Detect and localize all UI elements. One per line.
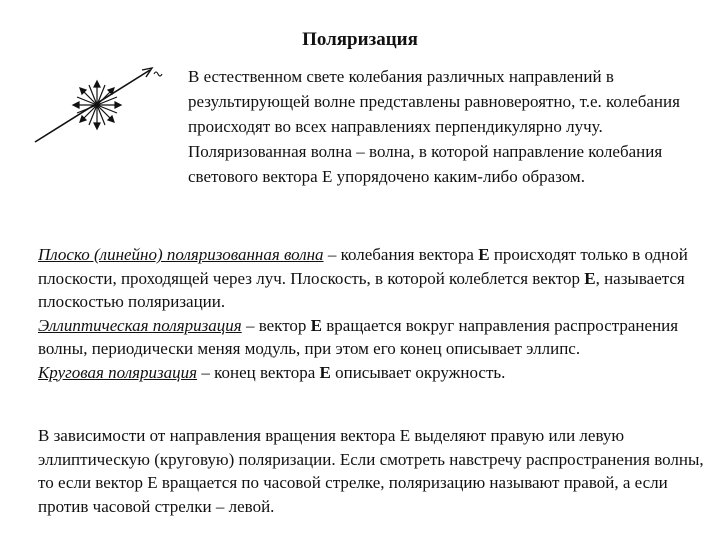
squiggle-mark [154, 72, 162, 76]
ray-line [35, 70, 150, 142]
intro-block [188, 64, 708, 189]
vector-e: Е [584, 268, 596, 288]
natural-light-text: В естественном свете колебания различных направлений в результирующей волне представлены равновероятно, т.е. колебания происходят во всех направлениях перпендикулярно лучу. [188, 67, 680, 136]
polarized-wave-text: Поляризованная волна – волна, в которой направление колебания светового вектора Е упорядочено каким-либо образом. [188, 142, 663, 186]
oscillation-star-icon [73, 81, 121, 129]
definitions-block [38, 243, 710, 384]
natural-light-diagram [30, 60, 165, 160]
definition-elliptical: Эллиптическая поляризация – вектор Е вращается вокруг направления распространения волны, периодически меняя модуль, при этом его конец описывает эллипс. [38, 315, 679, 358]
vector-e: Е [478, 245, 490, 264]
term-linear: Плоско (линейно) поляризованная волна [38, 245, 324, 264]
term-circular: Круговая поляризация [38, 362, 198, 382]
term-elliptical: Эллиптическая поляризация [38, 315, 242, 335]
rotation-direction-text: В зависимости от направления вращения вектора Е выделяют правую или левую эллиптическую (круговую) поляризации. Если смотреть навстречу распространения волны, то если вектор Е вращается по часовой стрелке, поляризацию называют правой, а если против часовой стрелки – левой. [38, 426, 704, 516]
definition-linear: Плоско (линейно) поляризованная волна – колебания вектора Е происходят только в одной плоскости, проходящей через луч. Плоскость, в которой колеблется вектор Е, называется плоскостью поляризации. [38, 245, 688, 311]
page-title: Поляризация [302, 29, 418, 50]
vector-e: Е [310, 315, 323, 335]
definition-circular: Круговая поляризация – конец вектора Е описывает окружность. [38, 362, 506, 382]
vector-e: Е [319, 362, 331, 382]
